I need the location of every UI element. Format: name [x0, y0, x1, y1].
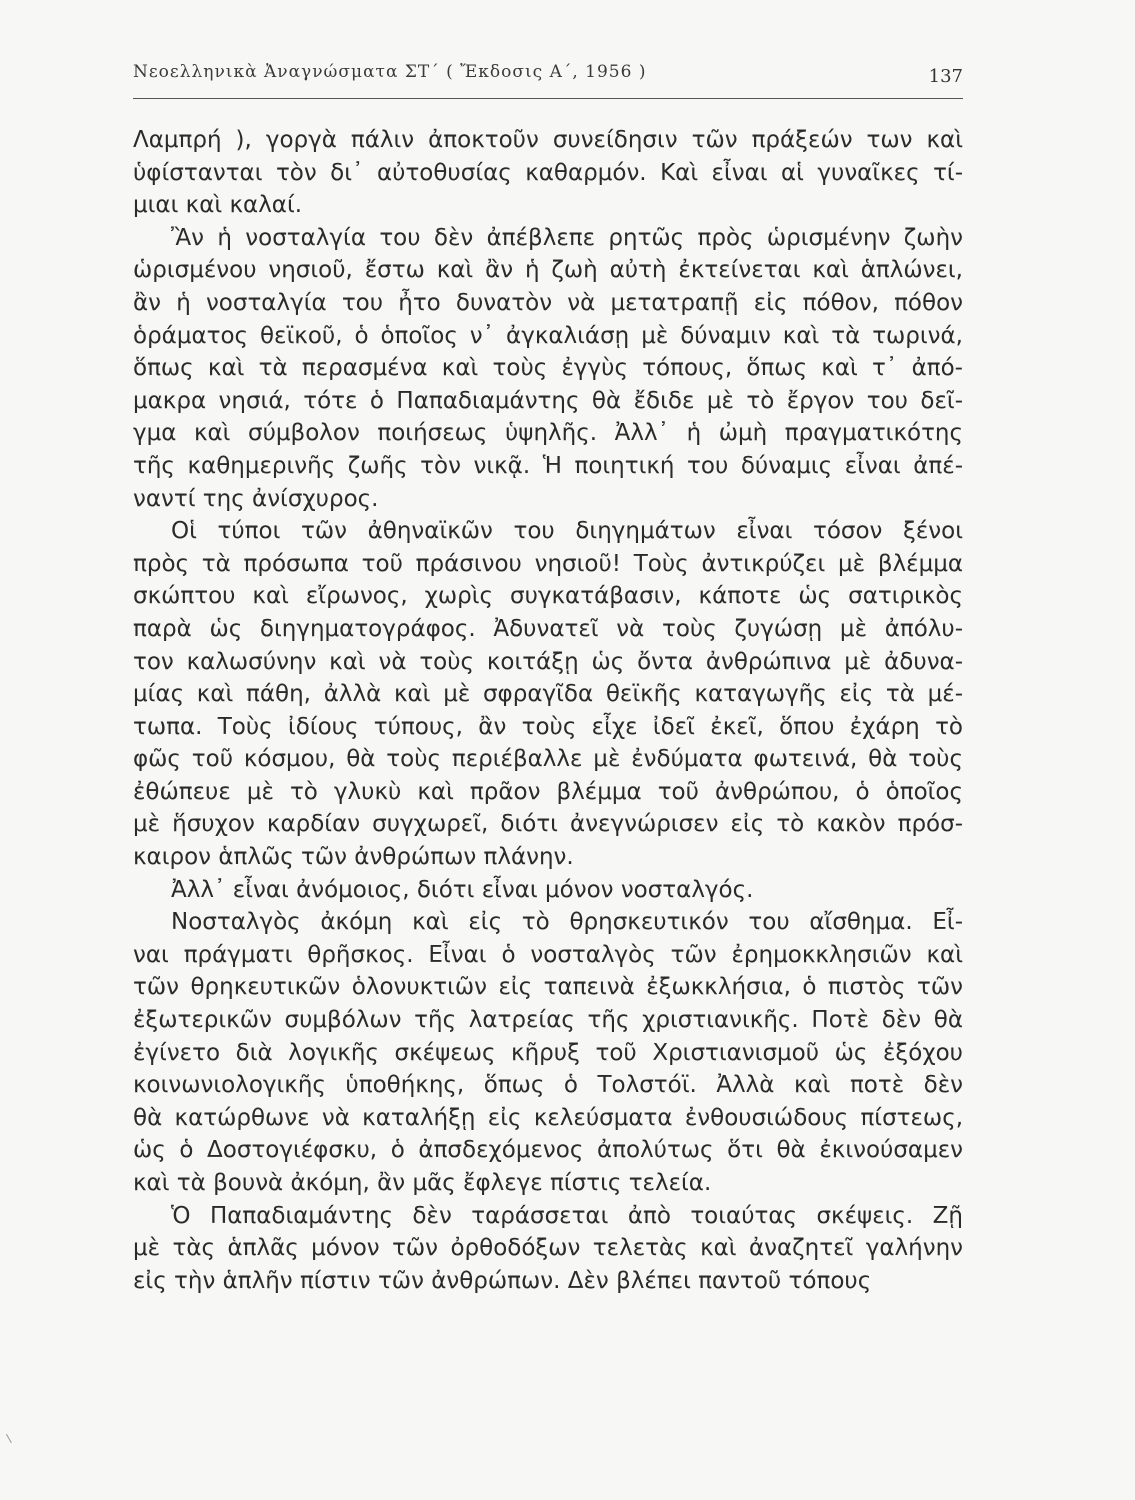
text-line: ναι πράγματι θρῆσκος. Εἶναι ὁ νοσταλγὸς τῶν ἐρημοκκλησιῶν καὶ [133, 941, 963, 968]
paragraph [133, 124, 963, 222]
running-header [133, 62, 963, 99]
text-line: Ἂν ἡ νοσταλγία του δὲν ἀπέβλεπε ρητῶς πρὸς ὡρισμένην ζωὴν [171, 224, 963, 251]
paragraph [133, 906, 963, 1199]
text-line: γμα καὶ σύμβολον ποιήσεως ὑψηλῆς. Ἀλλ᾿ ἡ ὠμὴ πραγματικότης [133, 420, 963, 447]
text-line: ὡς ὁ Δοστογιέφσκυ, ὁ ἀπσδεχόμενος ἀπολύτως ὅτι θὰ ἐκινούσαμεν [133, 1137, 963, 1164]
text-line: μακρα νησιά, τότε ὁ Παπαδιαμάντης θὰ ἔδιδε μὲ τὸ ἔργον του δεῖ- [133, 387, 963, 414]
text-line: τωπα. Τοὺς ἰδίους τύπους, ἂν τοὺς εἶχε ἰδεῖ ἐκεῖ, ὅπου ἐχάρη τὸ [133, 713, 963, 740]
text-line: φῶς τοῦ κόσμου, θὰ τοὺς περιέβαλλε μὲ ἐνδύματα φωτεινά, θὰ τοὺς [133, 746, 963, 773]
paragraph [133, 222, 963, 515]
text-line: τῆς καθημερινῆς ζωῆς τὸν νικᾷ. Ἡ ποιητική του δύναμις εἶναι ἀπέ- [133, 452, 963, 479]
text-line: τον καλωσύνην καὶ νὰ τοὺς κοιτάξῃ ὡς ὄντα ἀνθρώπινα μὲ ἀδυνα- [133, 648, 963, 675]
text-line: θὰ κατώρθωνε νὰ καταλήξῃ εἰς κελεύσματα ἐνθουσιώδους πίστεως, [133, 1104, 963, 1131]
text-line: Νοσταλγὸς ἀκόμη καὶ εἰς τὸ θρησκευτικόν του αἴσθημα. Εἶ- [171, 909, 963, 936]
text-line: ἂν ἡ νοσταλγία του ἦτο δυνατὸν νὰ μετατραπῇ εἰς πόθον, πόθον [133, 289, 963, 316]
text-line: ὡρισμένου νησιοῦ, ἔστω καὶ ἂν ἡ ζωὴ αὐτὴ ἐκτείνεται καὶ ἁπλώνει, [133, 257, 963, 284]
text-line: Λαμπρή ), γοργὰ πάλιν ἀποκτοῦν συνείδησιν τῶν πράξεών των καὶ [133, 127, 963, 153]
paragraph [133, 1200, 963, 1298]
text-line: μίας καὶ πάθη, ἀλλὰ καὶ μὲ σφραγῖδα θεϊκῆς καταγωγῆς εἰς τὰ μέ- [133, 681, 963, 708]
text-line: καὶ τὰ βουνὰ ἀκόμη, ἂν μᾶς ἔφλεγε πίστις τελεία. [133, 1170, 712, 1196]
text-line: σκώπτου καὶ εἴρωνος, χωρὶς συγκατάβασιν, κάποτε ὡς σατιρικὸς [133, 583, 963, 610]
text-line: ὁράματος θεϊκοῦ, ὁ ὁποῖος ν᾿ ἀγκαλιάσῃ μὲ δύναμιν καὶ τὰ τωρινά, [133, 322, 963, 349]
text-line: Ὁ Παπαδιαμάντης δὲν ταράσσεται ἀπὸ τοιαύτας σκέψεις. Ζῇ [171, 1202, 963, 1229]
text-line: ὑφίστανται τὸν δι᾿ αὐτοθυσίας καθαρμόν. Καὶ εἶναι αἱ γυναῖκες τί- [133, 159, 963, 186]
text-line: κοινωνιολογικῆς ὑποθήκης, ὅπως ὁ Τολστόϊ. Ἀλλὰ καὶ ποτὲ δὲν [133, 1072, 963, 1099]
text-line: ὅπως καὶ τὰ περασμένα καὶ τοὺς ἐγγὺς τόπους, ὅπως καὶ τ᾿ ἀπό- [133, 355, 963, 382]
text-line: ἐθώπευε μὲ τὸ γλυκὺ καὶ πρᾶον βλέμμα τοῦ ἀνθρώπου, ὁ ὁποῖος [133, 778, 963, 805]
text-line: ἐξωτερικῶν συμβόλων τῆς λατρείας τῆς χριστιανικῆς. Ποτὲ δὲν θὰ [133, 1007, 963, 1034]
running-title: Νεοελληνικὰ Ἀναγνώσματα ΣΤ´ ( Ἔκδοσις Α´, 1956 ) [133, 62, 647, 82]
text-line: ναντί της ἀνίσχυρος. [133, 485, 379, 512]
text-line: μιαι καὶ καλαί. [133, 192, 303, 219]
text-line: πρὸς τὰ πρόσωπα τοῦ πράσινου νησιοῦ! Τοὺς ἀντικρύζει μὲ βλέμμα [133, 550, 963, 577]
text-line: εἰς τὴν ἁπλῆν πίστιν τῶν ἀνθρώπων. Δὲν βλέπει παντοῦ τόπους [133, 1267, 872, 1294]
text-line: Οἱ τύποι τῶν ἀθηναϊκῶν του διηγημάτων εἶναι τόσον ξένοι [171, 518, 963, 545]
paragraph [133, 874, 963, 907]
body-text [133, 124, 963, 1297]
text-line: ἐγίνετο διὰ λογικῆς σκέψεως κῆρυξ τοῦ Χριστιανισμοῦ ὡς ἐξόχου [133, 1039, 963, 1066]
text-line: παρὰ ὡς διηγηματογράφος. Ἀδυνατεῖ νὰ τοὺς ζυγώσῃ μὲ ἀπόλυ- [133, 615, 963, 642]
text-line: μὲ τὰς ἁπλᾶς μόνον τῶν ὀρθοδόξων τελετὰς καὶ ἀναζητεῖ γαλήνην [133, 1235, 963, 1262]
text-line: Ἀλλ᾿ εἶναι ἀνόμοιος, διότι εἶναι μόνον νοσταλγός. [171, 876, 754, 903]
paragraph [133, 515, 963, 874]
text-line: μὲ ἥσυχον καρδίαν συγχωρεῖ, διότι ἀνεγνώρισεν εἰς τὸ κακὸν πρόσ- [133, 811, 963, 838]
text-line: καιρον ἁπλῶς τῶν ἀνθρώπων πλάνην. [133, 844, 574, 871]
margin-mark [6, 1431, 17, 1443]
text-line: τῶν θρηκευτικῶν ὁλονυκτιῶν εἰς ταπεινὰ ἐξωκκλήσια, ὁ πιστὸς τῶν [133, 974, 963, 1001]
page-number: 137 [928, 66, 963, 87]
